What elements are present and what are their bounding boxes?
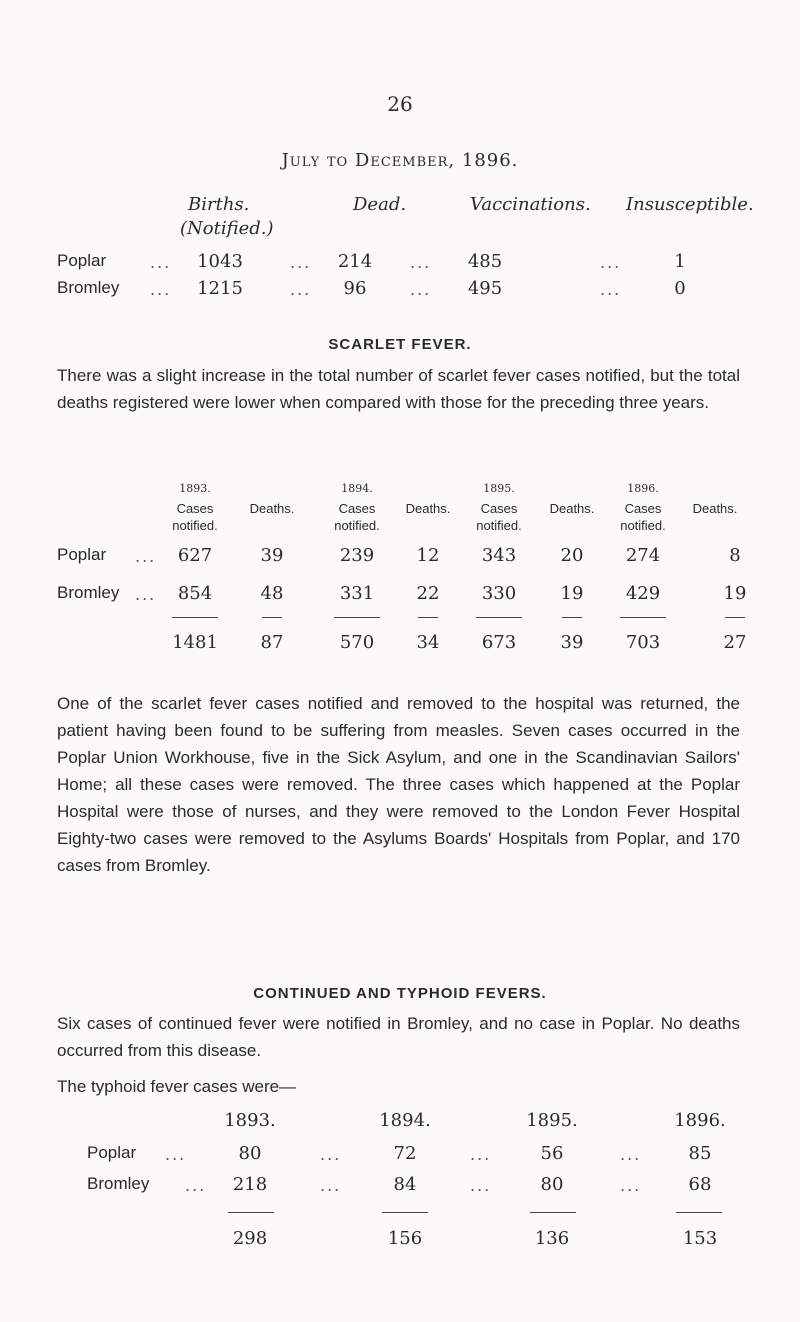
insusceptible-value: 1 — [674, 251, 686, 272]
total-rule — [382, 1212, 428, 1213]
cases-value: 330 — [481, 583, 517, 604]
typhoid-intro: The typhoid fever cases were— — [57, 1077, 297, 1096]
cases-value: 343 — [481, 545, 517, 566]
insusceptible-header: Insusceptible. — [626, 194, 754, 215]
leader-dots: ... — [410, 280, 432, 299]
deaths-header: Deaths. — [249, 501, 295, 516]
typhoid-year: 1895. — [526, 1110, 578, 1131]
births-row-label: Bromley — [57, 278, 120, 297]
leader-dots: ... — [410, 253, 432, 272]
scarlet-intro-paragraph: There was a slight increase in the total number of scarlet fever cases notified, but the total deaths registered were lower when compared with those for the preceding three years. — [57, 366, 740, 412]
typhoid-year: 1893. — [224, 1110, 276, 1131]
births-value: 1215 — [197, 278, 243, 299]
leader-dots: ... — [165, 1145, 187, 1164]
leader-dots: ... — [620, 1145, 642, 1164]
vaccinations-header: Vaccinations. — [470, 194, 591, 215]
typhoid-year: 1894. — [379, 1110, 431, 1131]
deaths-value: 20 — [560, 545, 584, 566]
typhoid-value: 80 — [540, 1174, 564, 1195]
scarlet-row-label: Poplar — [57, 545, 107, 564]
total-rule — [725, 617, 745, 618]
leader-dots: ... — [185, 1176, 207, 1195]
leader-dots: ... — [150, 253, 172, 272]
deaths-header: Deaths. — [549, 501, 595, 516]
births-value: 1043 — [197, 251, 243, 272]
deaths-value: 22 — [416, 583, 440, 604]
births-table-title: July to December, 1896. — [281, 150, 519, 171]
leader-dots: ... — [600, 280, 622, 299]
leader-dots: ... — [150, 280, 172, 299]
typhoid-value: 218 — [232, 1174, 268, 1195]
total-value: 1481 — [172, 632, 218, 653]
deaths-header: Deaths. — [692, 501, 738, 516]
deaths-value: 48 — [260, 583, 284, 604]
leader-dots: ... — [135, 585, 157, 604]
deaths-value: 19 — [560, 583, 584, 604]
total-rule — [418, 617, 438, 618]
notified-header: (Notified.) — [180, 218, 274, 239]
leader-dots: ... — [290, 253, 312, 272]
typhoid-value: 84 — [393, 1174, 417, 1195]
cases-notified-header: Cases notified. — [620, 501, 666, 533]
year-label: 1896. — [627, 482, 659, 495]
total-value: 39 — [560, 632, 584, 653]
leader-dots: ... — [470, 1145, 492, 1164]
typhoid-row-label: Poplar — [87, 1143, 137, 1162]
typhoid-value: 85 — [688, 1143, 712, 1164]
cases-value: 627 — [177, 545, 213, 566]
total-rule — [262, 617, 282, 618]
cases-notified-header: Cases notified. — [334, 501, 380, 533]
vaccinations-value: 495 — [467, 278, 503, 299]
deaths-value: 39 — [260, 545, 284, 566]
leader-dots: ... — [470, 1176, 492, 1195]
cases-notified-header: Cases notified. — [172, 501, 218, 533]
total-rule — [620, 617, 666, 618]
typhoid-value: 68 — [688, 1174, 712, 1195]
total-value: 703 — [625, 632, 661, 653]
total-rule — [476, 617, 522, 618]
total-value: 34 — [416, 632, 440, 653]
typhoid-year: 1896. — [674, 1110, 726, 1131]
leader-dots: ... — [290, 280, 312, 299]
total-value: 673 — [481, 632, 517, 653]
total-value: 27 — [723, 632, 747, 653]
typhoid-total: 298 — [232, 1228, 268, 1249]
total-rule — [334, 617, 380, 618]
total-value: 570 — [339, 632, 375, 653]
cases-value: 331 — [339, 583, 375, 604]
total-rule — [172, 617, 218, 618]
dead-value: 214 — [337, 251, 373, 272]
scarlet-row-label: Bromley — [57, 583, 120, 602]
deaths-header: Deaths. — [405, 501, 451, 516]
total-rule — [228, 1212, 274, 1213]
leader-dots: ... — [620, 1176, 642, 1195]
continued-fever-paragraph: Six cases of continued fever were notified in Bromley, and no case in Poplar. No deaths occurred from this disease. — [57, 1014, 740, 1060]
typhoid-value: 56 — [540, 1143, 564, 1164]
total-rule — [530, 1212, 576, 1213]
total-rule — [676, 1212, 722, 1213]
insusceptible-value: 0 — [674, 278, 686, 299]
vaccinations-value: 485 — [467, 251, 503, 272]
deaths-value: 8 — [729, 545, 741, 566]
cases-value: 274 — [625, 545, 661, 566]
typhoid-total: 156 — [387, 1228, 423, 1249]
births-header: Births. — [188, 194, 250, 215]
year-label: 1894. — [341, 482, 373, 495]
deaths-value: 19 — [723, 583, 747, 604]
scarlet-fever-heading: SCARLET FEVER. — [328, 336, 472, 353]
total-rule — [562, 617, 582, 618]
continued-typhoid-heading: CONTINUED AND TYPHOID FEVERS. — [253, 985, 547, 1002]
page-number: 26 — [387, 92, 413, 116]
leader-dots: ... — [600, 253, 622, 272]
typhoid-value: 80 — [238, 1143, 262, 1164]
births-row-label: Poplar — [57, 251, 107, 270]
leader-dots: ... — [320, 1176, 342, 1195]
dead-header: Dead. — [353, 194, 407, 215]
year-label: 1893. — [179, 482, 211, 495]
year-label: 1895. — [483, 482, 515, 495]
cases-value: 854 — [177, 583, 213, 604]
cases-value: 239 — [339, 545, 375, 566]
total-value: 87 — [260, 632, 284, 653]
typhoid-row-label: Bromley — [87, 1174, 150, 1193]
leader-dots: ... — [320, 1145, 342, 1164]
scarlet-details-paragraph: One of the scarlet fever cases notified and removed to the hospital was returned, the patient having been found to be suffering from measles. Seven cases occurred in the Poplar Union Workhouse, five in the Sick Asylum, and one in the Scandinavian Sailors' Home; all these cases were removed. The three cases which happened at the Poplar Hospital were those of nurses, and they were removed to the London Fever Hospital Eighty-two cases were removed to the Asylums Boards' Hospitals from Poplar, and 170 cases from Bromley. — [57, 694, 740, 875]
dead-value: 96 — [343, 278, 367, 299]
leader-dots: ... — [135, 547, 157, 566]
typhoid-total: 153 — [682, 1228, 718, 1249]
cases-notified-header: Cases notified. — [476, 501, 522, 533]
deaths-value: 12 — [416, 545, 440, 566]
typhoid-total: 136 — [534, 1228, 570, 1249]
typhoid-value: 72 — [393, 1143, 417, 1164]
cases-value: 429 — [625, 583, 661, 604]
